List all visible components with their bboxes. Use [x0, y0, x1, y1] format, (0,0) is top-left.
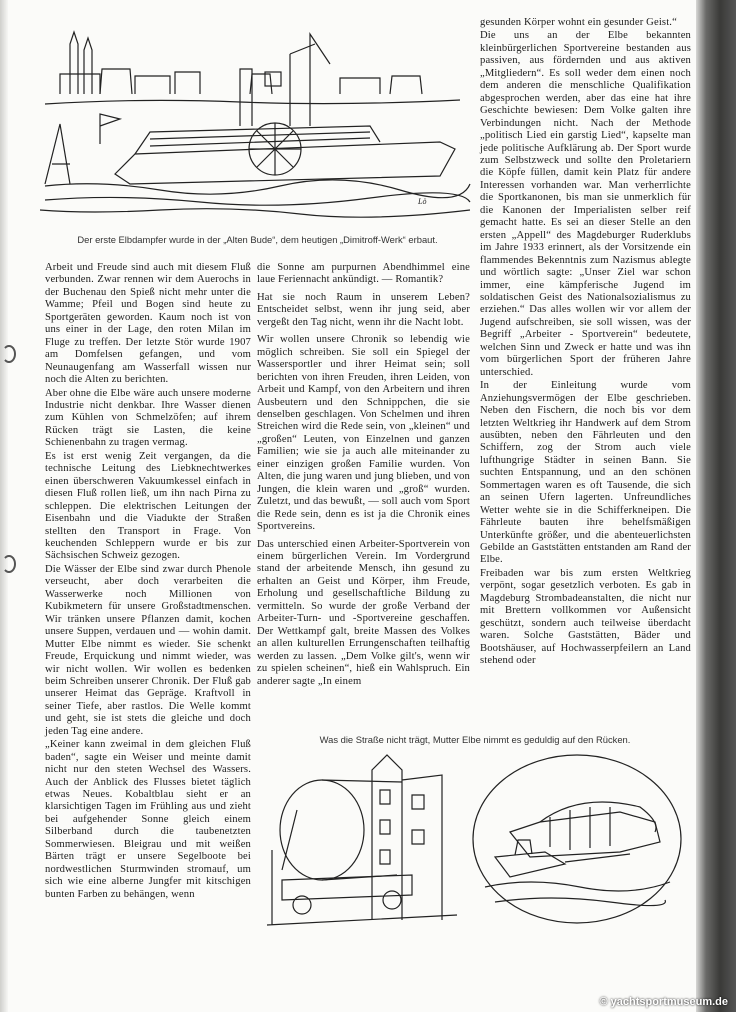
- binder-edge: [696, 0, 736, 1012]
- paragraph: Die uns an der Elbe bekannten kleinbürgerlichen Sportvereine bestanden aus passiven, aus fördernden und aus aktiven „Mitgliedern“. Es soll weder dem einen noch dem anderen die menschliche Qualifikation abgesprochen werden, aber das eine hat ihre Geschichte bewiesen: Dem Volke galten ihre Verbindungen nicht. Nach der Methode „politisch Lied ein garstig Lied“, kapselte man jede politische Aufklärung ab. Der Sport wurde zum Selbstzweck und sollte den Proletariern die Köpfe füllen, damit kein Platz für andere Interessen vorhanden war. Man verherrlichte die Sportkanonen, bis man sie unmerklich für die Kanonen der Imperialisten selber reif gemacht hatte. Es sei an dieser Stelle an den ersten „Appell“ des Magdeburger Ruderklubs im Jahre 1933 erinnert, als der Vorsitzende ein flammendes Bekenntnis zum Nazismus ablegte und wörtlich sagte: „Unser Ziel war schon immer, eine kämpferische Jugend im soldatischen Geist des Nationalsozialismus zu erziehen.“ Das alles wollen wir vor allem der Jugend aufschreiben, sie soll wissen, was der Begriff „Arbeiter - Sportverein“ bedeutete, welchen Sinn und Zweck er hatte und was ihn vom bürgerlichen Sport der früheren Jahre unterschied.: [480, 30, 691, 378]
- paragraph: Aber ohne die Elbe wäre auch unsere moderne Industrie nicht denkbar. Ihre Wasser dienen zum Kühlen von Schmelzöfen; auf ihrem Rücken trägt sie Lasten, die keine Schienenbahn zu tragen vermag.: [45, 387, 251, 449]
- punch-hole: [2, 345, 16, 363]
- bottom-illustration-caption: Was die Straße nicht trägt, Mutter Elbe nimmt es geduldig auf den Rücken.: [319, 734, 631, 745]
- paragraph: Wir wollen unsere Chronik so lebendig wie möglich schreiben. Sie soll ein Spiegel der Wassersportler und ihrer Heimat sein; soll berichten von ihren Freuden, ihren Leiden, von Arbeit und Kampf, von den Arbeitern und ihren Ausbeutern und den Schnippchen, die sie denselben geschlagen. Von Schelmen und ihren Streichen wird die Rede sein, von „kleinen“ und „großen“ Leuten, von Einzelnen und ganzen Familien; wie sie ja auch alle miteinander zu einer einzigen großen Familie wurden. Von Alten, die jung waren und jung blieben, und von Jungen, die klein waren und „groß“ wurden. Zuletzt, und das bewußt, — soll auch vom Sport die Rede sein, denn es ist ja die Chronik eines Sportvereins.: [257, 334, 470, 533]
- paragraph: Die Wässer der Elbe sind zwar durch Phenole verseucht, aber doch verarbeiten die Wasserwerke noch Millionen von Kubikmetern für unsere Großstadtmenschen. Wir tränken unsere Pflanzen damit, kochen unsere Suppen, verdauen und — wohin damit. Mutter Elbe nimmt es wieder. Sie schenkt Freude, Erquickung und nimmt wieder, was wir nicht wollen. Wir wollen es bedenken beim Schreiben unserer Chronik. Der Fluß gab unserer Heimat das Gepräge. Kraftvoll in seiner Tiefe, aber rastlos. Die Welle kommt und geht, sie ist stets die gleiche und doch jeden Tag eine andere.: [45, 563, 251, 737]
- top-illustration-caption: Der erste Elbdampfer wurde in der „Alten Bude“, dem heutigen „Dimitroff-Werk“ erbaut.: [77, 234, 438, 245]
- watermark: © yachtsportmuseum.de: [599, 996, 728, 1008]
- paragraph: die Sonne am purpurnen Abendhimmel eine laue Feriennacht ankündigt. — Romantik?: [257, 262, 470, 286]
- punch-hole: [2, 555, 16, 573]
- paragraph: gesunden Körper wohnt ein gesunder Geist.“: [480, 17, 677, 28]
- text-column-middle: [257, 262, 470, 689]
- text-column-left: [45, 262, 251, 902]
- svg-text:Lö: Lö: [418, 197, 427, 206]
- page-edge: [0, 0, 8, 1012]
- tugboat-boiler-illustration: [470, 752, 685, 927]
- paragraph: „Keiner kann zweimal in dem gleichen Fluß baden“, sagte ein Weiser und meinte damit nicht nur den steten Wechsel des Wassers. Auch der Anblick des Flusses bietet täglich etwas Neues. Kobaltblau sieht er an klarsichtigen Tagen im Frühling aus und zieht bei aufgehender Sonne gleich einem Silberband durch die taubenetzten Sommerwiesen. Bleigrau und mit weißen Bärten trägt er unsere Segelboote bei nordwestlichen Sturmwinden stromauf, um sich wie eine alberne Jungfer mit kitschigen bunten Farben zu behängen, wenn: [45, 739, 251, 900]
- steamer-illustration: [40, 14, 475, 232]
- text-column-right: [480, 17, 691, 669]
- paragraph: Es ist erst wenig Zeit vergangen, da die technische Leitung des Liebknechtwerkes einen überschweren Vakuumkessel einfach in diesen Fluß rollen ließ, um ihn nach Pirna zu schleppen. Die elektrischen Leitungen der Eisenbahn und die Viadukte der Straßen stellten den Transport in Frage. Von keuchenden Schleppern wurde er bis zur Sächsischen Schweiz gezogen.: [45, 450, 251, 562]
- paragraph: Arbeit und Freude sind auch mit diesem Fluß verbunden. Zwar rennen wir dem Auerochs in der Buchenau den Spieß nicht mehr unter die Wamme; Pfeil und Bogen sind heute zu Sportgeräten geworden. Kaum noch ist von uns einer in der Lage, den roten Milan im Fluge zu treffen. Der letzte Stör wurde 1907 am Domfelsen gefangen, und vom Neunaugenfang am Wasserfall wissen nur noch die Alten zu berichten.: [45, 262, 251, 386]
- paragraph: In der Einleitung wurde vom Anziehungsvermögen der Elbe geschrieben. Neben den Fischern, die noch bis vor dem letzten Weltkrieg ihr Handwerk auf dem Strom ausübten, neben den Fährleuten und den Schiffern, zog der Strom auch viele lufthungrige Städter in seinen Bann. Sie suchten Entspannung, und an den schönen Sommertagen waren es oft Tausende, die sich an seinen Ufern lagerten. Unfreundliches Wetter wehte sie in die Schifferkneipen. Die Fährleute bauten ihre behelfsmäßigen Unterkünfte größer, und die abenteuerlichsten Gebilde an Gaststätten entstanden am Rand der Elbe.: [480, 380, 691, 566]
- paragraph: Freibaden war bis zum ersten Weltkrieg verpönt, sogar gesetzlich verboten. Es gab in Magdeburg Strombadeanstalten, die nicht nur mit Brettern vollkommen vor Außensicht geschützt, sondern auch teilweise überdacht waren. Solche Gaststätten, Bäder und Bootshäuser, auf Hochwasserpfeilern an Land stehend oder: [480, 567, 691, 667]
- truck-boiler-illustration: [262, 750, 462, 930]
- paragraph: Das unterschied einen Arbeiter-Sportverein von einem bürgerlichen Verein. Im Vordergrund stand der arbeitende Mensch, ihn gesund zu erhalten an Geist und Körper, ihm Freude, Erholung und gesellschaftliche Bildung zu vermitteln. So wurde der große Verband der Arbeiter-Turn- und -Sportvereine geschaffen. Der Wettkampf galt, breite Massen des Volkes an allen kulturellen Errungenschaften teilhaftig werden zu lassen. „Dem Volke gilt's, wenn wir zu spielen scheinen“, hieß ein Wahlspruch. Ein anderer sagte „In einem: [257, 538, 470, 687]
- paragraph: Hat sie noch Raum in unserem Leben? Entscheidet selbst, wenn ihr jung seid, aber vergeßt den Tag nicht, wenn ihr die Nacht lobt.: [257, 291, 470, 328]
